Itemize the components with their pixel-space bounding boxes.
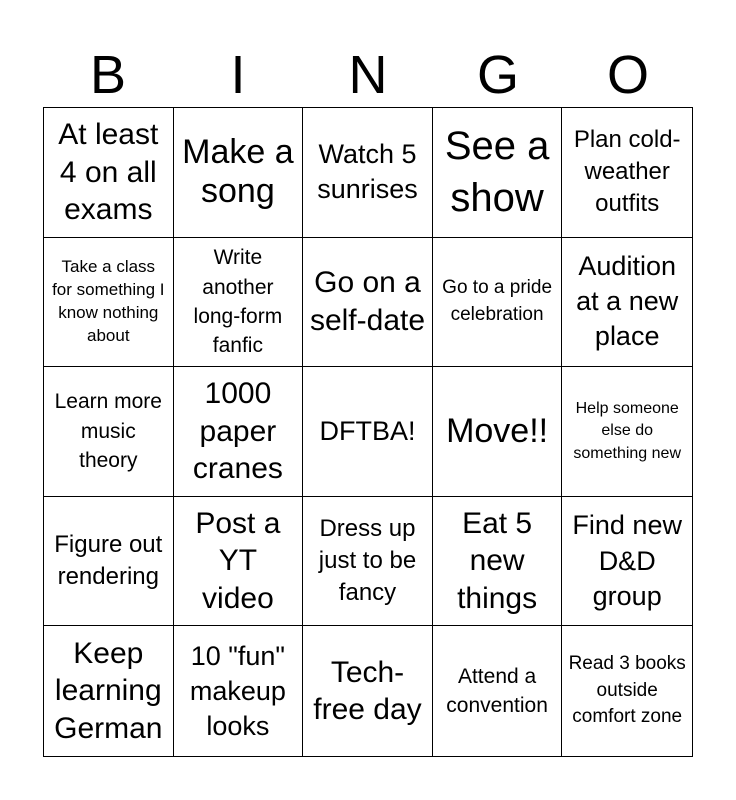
bingo-cell[interactable] — [174, 626, 304, 756]
bingo-cell[interactable] — [303, 626, 433, 756]
bingo-cell[interactable] — [303, 367, 433, 497]
bingo-cell[interactable] — [433, 108, 563, 238]
bingo-cell[interactable] — [174, 367, 304, 497]
cell-text: Write another long-form fanfic — [193, 246, 283, 358]
bingo-cell[interactable] — [433, 497, 563, 627]
bingo-cell[interactable] — [174, 238, 304, 368]
bingo-cell[interactable] — [562, 497, 692, 627]
cell-text: Go to a pride celebration — [442, 277, 553, 325]
bingo-cell[interactable] — [174, 108, 304, 238]
cell-text: Plan cold-weather outfits — [573, 125, 681, 218]
cell-text: Audition at a new place — [576, 251, 679, 352]
cell-text: Tech-free day — [313, 655, 422, 727]
bingo-cell[interactable] — [44, 497, 174, 627]
bingo-cell[interactable] — [174, 497, 304, 627]
bingo-cell[interactable] — [562, 626, 692, 756]
bingo-cell[interactable] — [433, 626, 563, 756]
bingo-cell[interactable] — [44, 367, 174, 497]
header-letter-b: B — [89, 45, 127, 105]
cell-text: Eat 5 new things — [457, 506, 538, 615]
header-letter-g: G — [476, 45, 519, 105]
cell-text: Move!! — [446, 411, 549, 450]
cell-text: See a show — [444, 124, 550, 221]
cell-text: Learn more music theory — [54, 390, 162, 473]
bingo-cell[interactable] — [562, 108, 692, 238]
cell-text: Watch 5 sunrises — [317, 139, 418, 205]
cell-text: Help someone else do something new — [573, 399, 681, 462]
header-letter-n: N — [348, 45, 388, 105]
cell-text: Keep learning German — [54, 636, 163, 745]
bingo-cell[interactable] — [303, 497, 433, 627]
cell-text: Make a song — [182, 133, 294, 211]
bingo-cell[interactable] — [303, 238, 433, 368]
cell-text: Post a YT video — [195, 506, 281, 615]
cell-text: At least 4 on all exams — [58, 118, 159, 227]
cell-text: 10 "fun" makeup looks — [189, 640, 286, 741]
bingo-cell[interactable] — [303, 108, 433, 238]
header-letter-i: I — [230, 45, 246, 105]
cell-text: Dress up just to be fancy — [318, 514, 417, 607]
cell-text: Figure out rendering — [54, 530, 163, 591]
cell-text: Go on a self-date — [309, 266, 426, 337]
bingo-cell[interactable] — [433, 238, 563, 368]
bingo-header — [43, 44, 693, 106]
bingo-cell[interactable] — [44, 626, 174, 756]
bingo-cell[interactable] — [433, 367, 563, 497]
bingo-cell[interactable] — [562, 367, 692, 497]
cell-text: 1000 paper cranes — [192, 377, 283, 486]
cell-text: Find new D&D group — [572, 510, 682, 611]
cell-text: DFTBA! — [319, 415, 416, 446]
cell-text: Take a class for something I know nothing about — [52, 257, 165, 345]
cell-text: Attend a convention — [446, 664, 548, 718]
bingo-board — [43, 107, 693, 757]
bingo-cell[interactable] — [562, 238, 692, 368]
bingo-cell[interactable] — [44, 238, 174, 368]
header-letter-o: O — [606, 45, 649, 105]
cell-text: Read 3 books outside comfort zone — [568, 653, 686, 728]
bingo-cell[interactable] — [44, 108, 174, 238]
